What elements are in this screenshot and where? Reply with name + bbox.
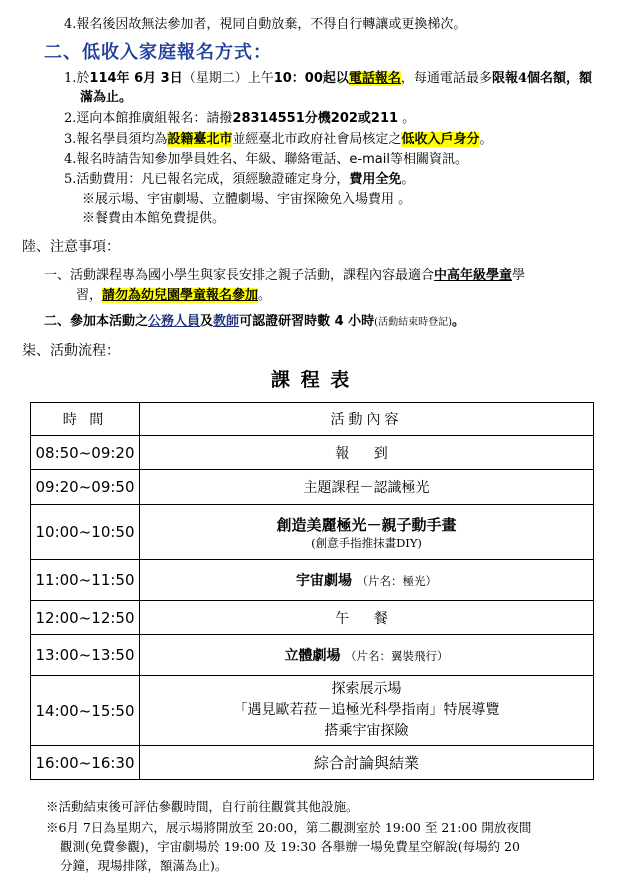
item-5-post: 。 bbox=[401, 172, 415, 187]
schedule-table bbox=[30, 402, 594, 780]
low-income-item-1 bbox=[64, 70, 592, 88]
notes-item-1-l2-post: 。 bbox=[258, 288, 272, 303]
row-activity-line: 搭乘宇宙探險 bbox=[324, 723, 409, 739]
table-row bbox=[31, 746, 594, 780]
notes-item-2-staff: 公務人員 bbox=[148, 314, 201, 329]
row-activity-film: （片名：翼裝飛行） bbox=[344, 649, 449, 663]
notes-item-2-hours: 4 bbox=[334, 314, 344, 329]
table-row bbox=[31, 635, 594, 676]
notes-item-2-small: (活動結束時登記) bbox=[374, 317, 452, 328]
item-1-post: ，每通電話最多 bbox=[400, 71, 492, 86]
row-time: 09:20~09:50 bbox=[31, 470, 140, 505]
low-income-heading: 二、低收入家庭報名方式： bbox=[44, 42, 272, 63]
item-4-email: e-mail bbox=[349, 152, 390, 167]
item-1-weekday: （星期二）上午 bbox=[182, 71, 274, 86]
item-3-status: 低收入戶身分 bbox=[401, 132, 480, 147]
registration-note-4: 4.報名後因故無法參加者，視同自動放棄，不得自行轉讓或更換梯次。 bbox=[64, 17, 467, 32]
item-3-residency: 設籍臺北市 bbox=[167, 132, 233, 147]
table-row bbox=[31, 560, 594, 601]
item-1-mid: 起以 bbox=[322, 71, 349, 86]
notes-item-2-unit: 小時 bbox=[343, 314, 375, 329]
row-activity: 主題課程－認識極光 bbox=[140, 470, 594, 505]
item-5-free: 費用全免 bbox=[349, 172, 402, 187]
notes-item-1-l2-prefix: 習， bbox=[76, 288, 103, 303]
row-activity bbox=[140, 505, 594, 560]
row-time: 12:00~12:50 bbox=[31, 601, 140, 635]
item-5-prefix: 5.活動費用：凡已報名完成，須經驗證確定身分， bbox=[64, 172, 350, 187]
notes-item-1-target: 中高年級學童 bbox=[434, 268, 513, 283]
low-income-item-3 bbox=[64, 131, 492, 149]
row-activity bbox=[140, 676, 594, 746]
item-1-prefix: 1.於 bbox=[64, 71, 90, 86]
item-1-time: 10：00 bbox=[273, 71, 323, 86]
low-income-note-1: ※展示場、宇宙劇場、立體劇場、宇宙探險免入場費用 。 bbox=[82, 192, 412, 207]
table-row bbox=[31, 601, 594, 635]
footer-note-2-cont-2: 分鐘，現場排隊，額滿為止)。 bbox=[60, 858, 228, 873]
low-income-item-4 bbox=[64, 151, 468, 169]
notes-item-1-end: 學 bbox=[512, 268, 526, 283]
notes-item-1-prefix: 一、活動課程專為國小學生與家長安排之親子活動，課程內容最適合 bbox=[44, 268, 435, 283]
item-2-post: 。 bbox=[398, 111, 416, 126]
row-time: 13:00~13:50 bbox=[31, 635, 140, 676]
item-3-mid: 並經臺北市政府社會局核定之 bbox=[232, 132, 402, 147]
flow-heading: 柒、活動流程： bbox=[22, 343, 120, 359]
table-row bbox=[31, 470, 594, 505]
notes-item-2-end: 。 bbox=[451, 314, 465, 329]
item-4-prefix: 4.報名時請告知參加學員姓名、年級、聯絡電話、 bbox=[64, 152, 350, 167]
item-3-prefix: 3.報名學員須均為 bbox=[64, 132, 168, 147]
row-activity: 報 到 bbox=[140, 436, 594, 470]
item-2-prefix: 2.逕向本館推廣組報名：請撥 bbox=[64, 111, 233, 126]
notes-item-2-and: 及 bbox=[200, 314, 214, 329]
row-activity-main: 宇宙劇場 bbox=[296, 573, 353, 589]
low-income-item-1-cont: 滿為止。 bbox=[80, 90, 133, 105]
low-income-note-2: ※餐費由本館免費提供。 bbox=[82, 211, 226, 226]
item-1-end: ，額 bbox=[565, 71, 592, 86]
row-time: 16:00~16:30 bbox=[31, 746, 140, 780]
row-activity bbox=[140, 560, 594, 601]
row-activity-film: （片名：極光） bbox=[356, 574, 437, 588]
header-activity: 活動內容 bbox=[140, 403, 594, 436]
item-1-date: 114年 6月 3日 bbox=[89, 71, 183, 86]
footer-note-1: ※活動結束後可評估參觀時間，自行前往觀賞其他設施。 bbox=[46, 799, 359, 814]
notes-item-2-mid: 可認證研習時數 bbox=[239, 314, 335, 329]
row-time: 11:00~11:50 bbox=[31, 560, 140, 601]
notes-heading: 陸、注意事項： bbox=[22, 239, 120, 255]
footer-note-2-cont-1: 觀測(免費參觀)，宇宙劇場於 19:00 及 19:30 各舉辦一場免費星空解說(每場約 20 bbox=[60, 839, 520, 854]
notes-item-1 bbox=[44, 267, 525, 285]
notes-item-2 bbox=[44, 313, 465, 332]
notes-item-1-cont bbox=[76, 287, 271, 305]
item-4-post: 等相關資訊。 bbox=[389, 152, 468, 167]
row-activity-sub: (創意手指推抹畫DIY) bbox=[311, 535, 422, 550]
row-activity: 綜合討論與結業 bbox=[140, 746, 594, 780]
row-time: 08:50~09:20 bbox=[31, 436, 140, 470]
row-activity bbox=[140, 635, 594, 676]
item-1-phone: 電話報名 bbox=[348, 71, 401, 86]
row-activity-line: 探索展示場 bbox=[331, 681, 402, 697]
item-2-tel: 28314551分機202或211 bbox=[232, 111, 399, 126]
item-1-limit: 限報4個名額 bbox=[491, 71, 566, 86]
table-row bbox=[31, 436, 594, 470]
row-activity-line: 「遇見歐若菈－追極光科學指南」特展導覽 bbox=[233, 702, 500, 718]
row-time: 10:00~10:50 bbox=[31, 505, 140, 560]
row-time: 14:00~15:50 bbox=[31, 676, 140, 746]
row-activity-main: 創造美麗極光－親子動手畫 bbox=[276, 515, 457, 534]
row-activity: 午 餐 bbox=[140, 601, 594, 635]
notes-item-1-warning: 請勿為幼兒園學童報名參加 bbox=[102, 288, 259, 303]
item-3-post: 。 bbox=[479, 132, 493, 147]
schedule-header-row bbox=[31, 403, 594, 436]
row-activity-main: 立體劇場 bbox=[284, 648, 341, 664]
schedule-title: 課 程 表 bbox=[271, 369, 352, 391]
notes-item-2-prefix: 二、參加本活動之 bbox=[44, 314, 149, 329]
table-row bbox=[31, 505, 594, 560]
low-income-item-5 bbox=[64, 171, 414, 189]
footer-note-2: ※6月 7日為星期六，展示場將開放至 20:00，第二觀測室於 19:00 至 21:00 開放夜間 bbox=[46, 820, 532, 835]
table-row bbox=[31, 676, 594, 746]
low-income-item-2 bbox=[64, 110, 415, 128]
header-time: 時 間 bbox=[31, 403, 140, 436]
notes-item-2-teacher: 教師 bbox=[213, 314, 240, 329]
